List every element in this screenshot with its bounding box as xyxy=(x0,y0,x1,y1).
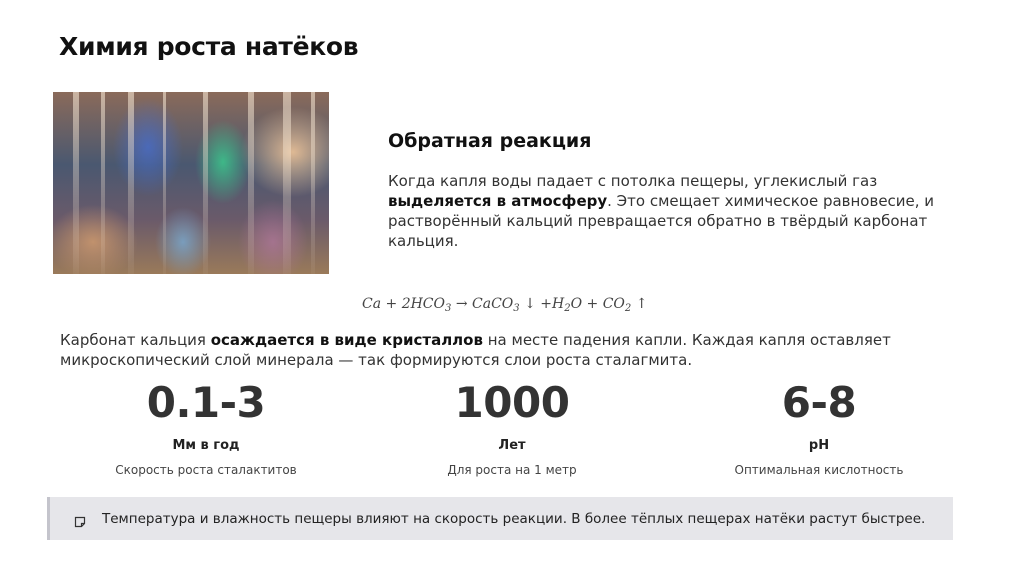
eq-sub: 3 xyxy=(513,303,520,314)
eq-part: ↓ +H xyxy=(519,296,565,312)
stat-growth-rate xyxy=(56,378,356,477)
page-title: Химия роста натёков xyxy=(59,32,359,61)
stat-years xyxy=(362,378,662,477)
stat-value: 0.1-3 xyxy=(146,378,266,427)
eq-part: Ca + 2HCO xyxy=(362,296,445,312)
section-subtitle: Обратная реакция xyxy=(388,130,592,152)
chemical-equation xyxy=(362,296,647,314)
para2-bold: осаждается в виде кристаллов xyxy=(210,331,483,349)
note-callout xyxy=(47,497,953,540)
stat-unit: Лет xyxy=(498,438,526,453)
note-text: Температура и влажность пещеры влияют на скорость реакции. В более тёплых пещерах натёки растут быстрее. xyxy=(102,510,926,527)
stat-description: Скорость роста сталактитов xyxy=(115,463,297,477)
stat-unit: pH xyxy=(808,438,830,453)
reaction-paragraph xyxy=(388,171,948,251)
stat-ph xyxy=(669,378,969,477)
para1-bold: выделяется в атмосферу xyxy=(388,192,608,210)
eq-sub: 2 xyxy=(564,303,571,314)
para1-text-end: . Это смещает химическое равновесие, и растворённый кальций превращается обратно в твёрдый карбонат кальция. xyxy=(388,192,935,250)
stat-description: Для роста на 1 метр xyxy=(447,463,577,477)
note-icon xyxy=(74,513,86,525)
stat-value: 1000 xyxy=(454,378,570,427)
eq-part: → CaCO xyxy=(451,296,514,312)
eq-part: O + CO xyxy=(570,296,625,312)
eq-sub: 2 xyxy=(624,303,632,314)
cave-photo xyxy=(53,92,329,274)
stat-description: Оптимальная кислотность xyxy=(734,463,904,477)
precipitation-paragraph xyxy=(60,330,960,370)
para2-text-start: Карбонат кальция xyxy=(60,331,211,349)
eq-sub: 3 xyxy=(445,303,452,314)
eq-part: ↑ xyxy=(631,296,648,312)
stat-value: 6-8 xyxy=(781,378,857,427)
para1-text-start: Когда капля воды падает с потолка пещеры, углекислый газ xyxy=(388,172,878,190)
para2-text-end: на месте падения капли. Каждая капля оставляет микроскопический слой минерала — так формируются слои роста сталагмита. xyxy=(60,331,891,369)
stat-unit: Мм в год xyxy=(172,438,240,453)
